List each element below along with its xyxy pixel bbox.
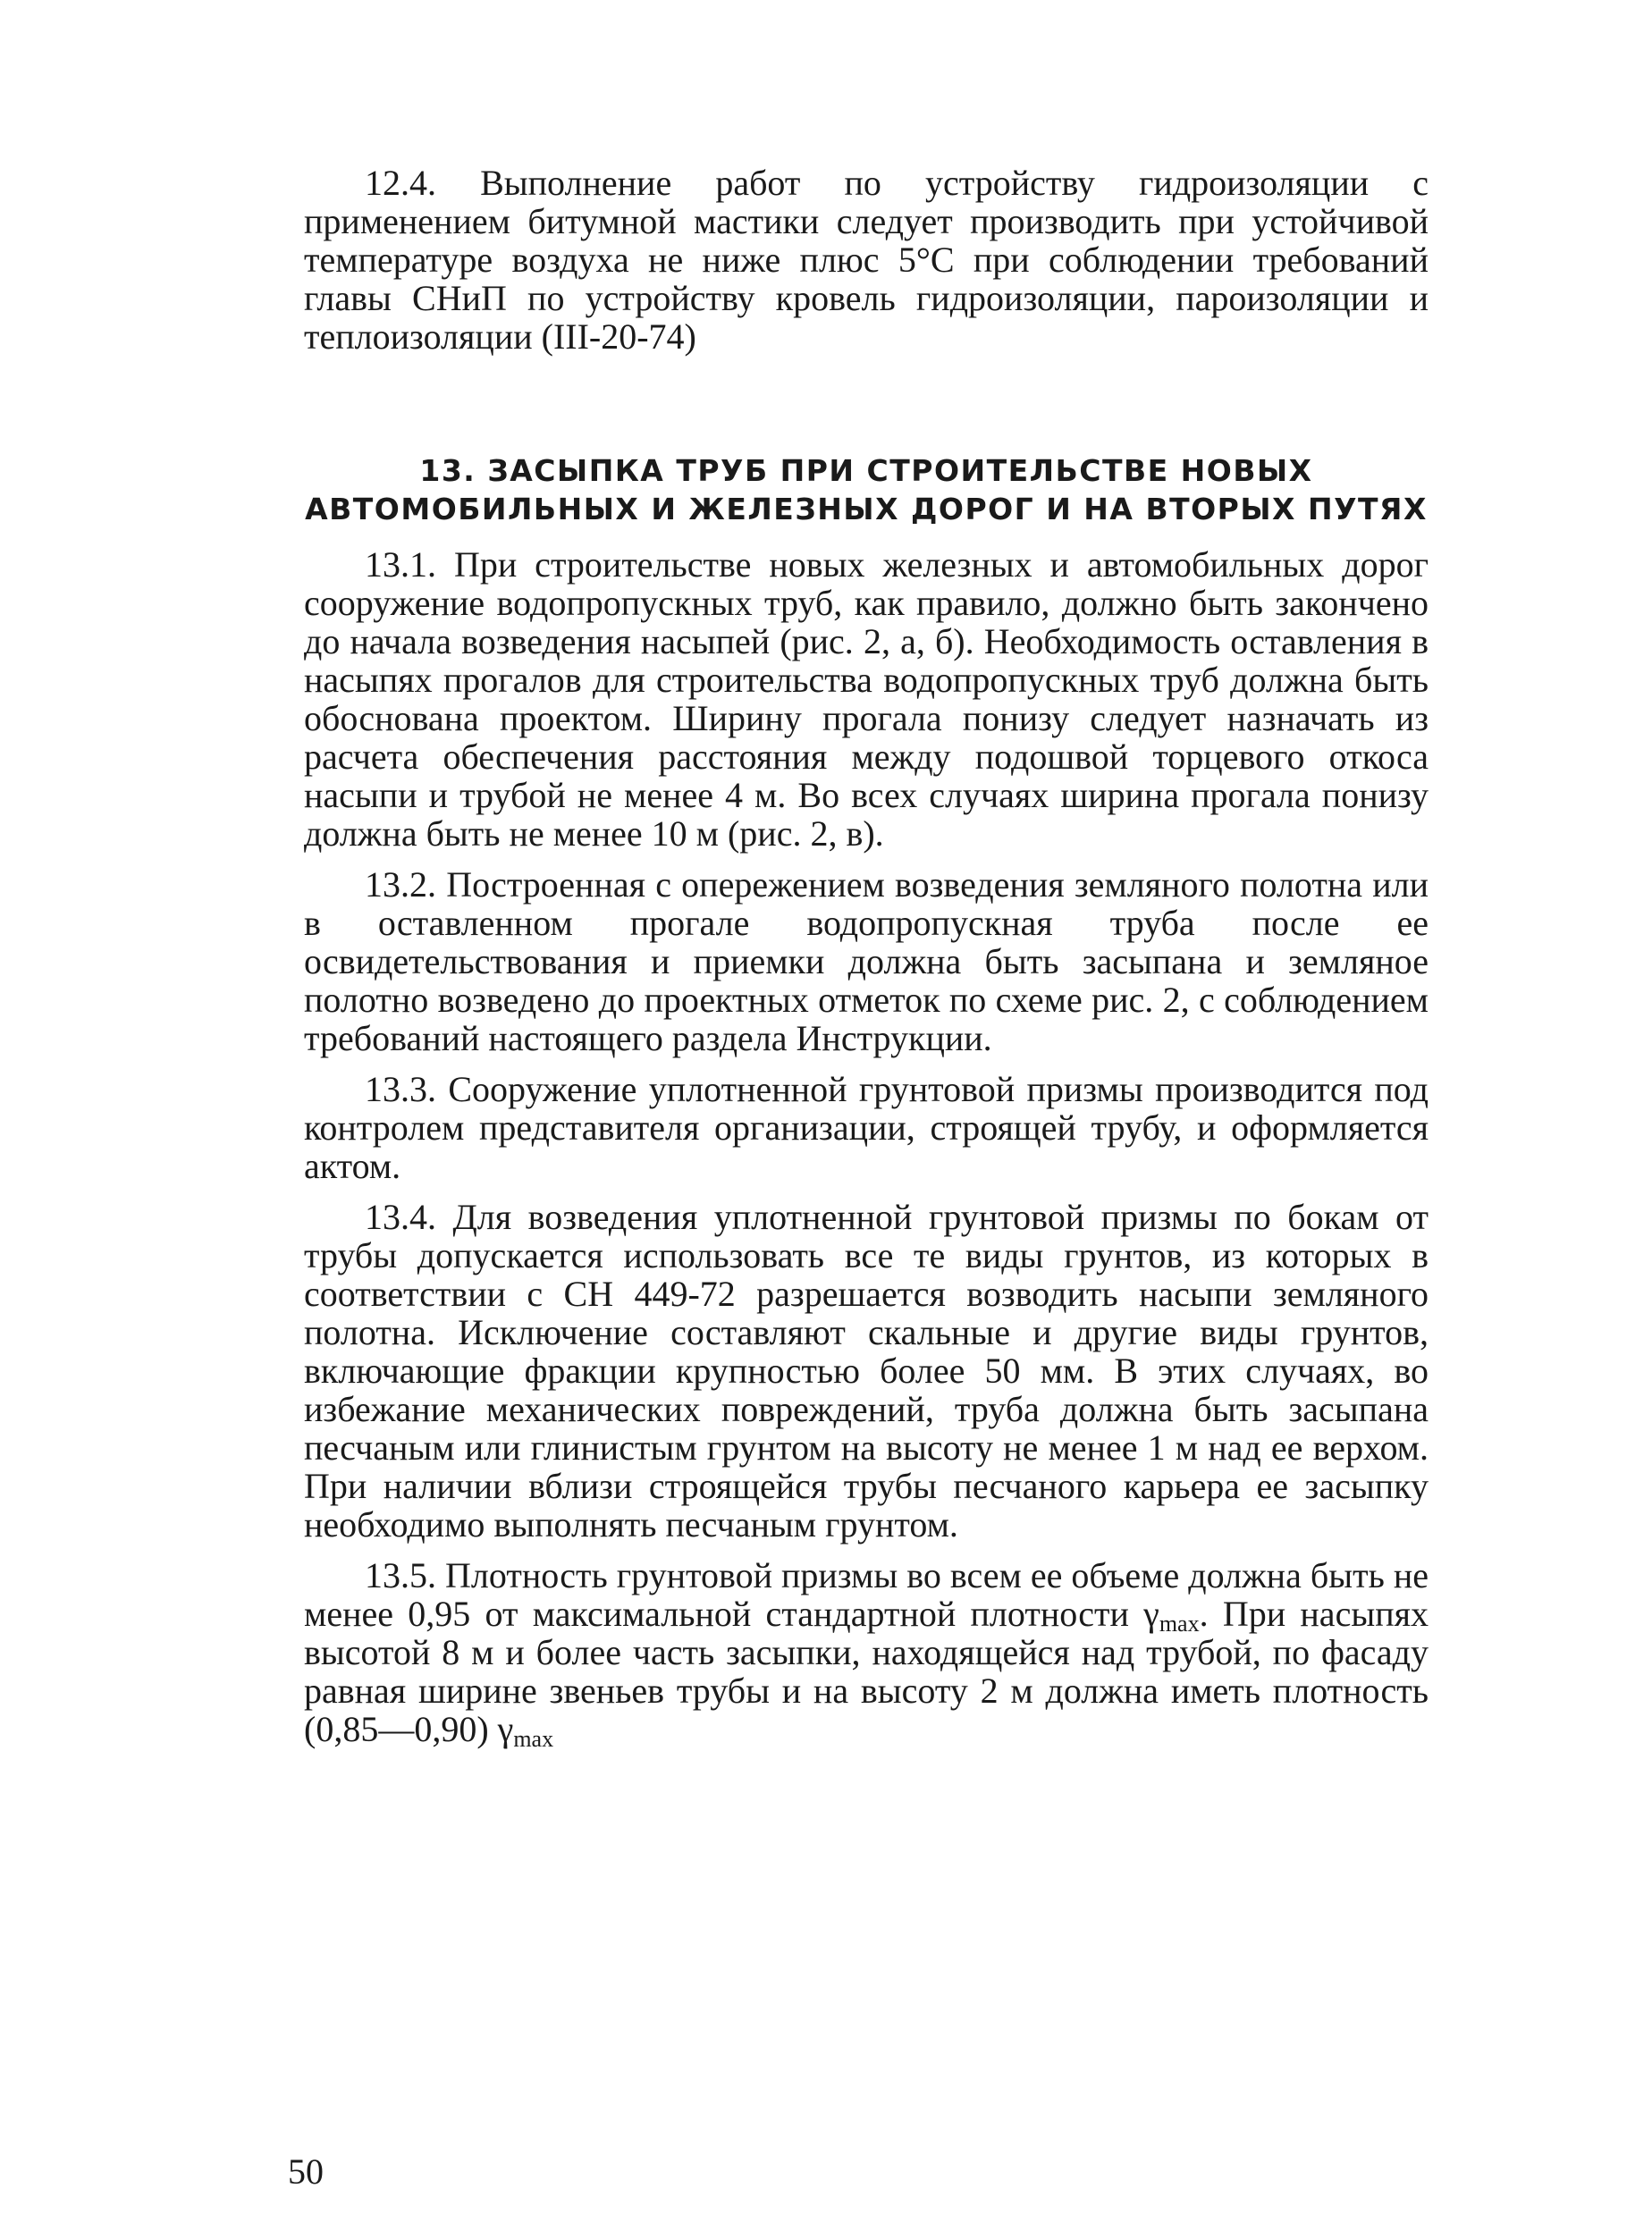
section-heading-line-2: АВТОМОБИЛЬНЫХ И ЖЕЛЕЗНЫХ ДОРОГ И НА ВТОРЫХ ПУТЯХ (305, 492, 1428, 526)
section-13-body (304, 544, 1429, 1752)
section-heading-line-1: 13. ЗАСЫПКА ТРУБ ПРИ СТРОИТЕЛЬСТВЕ НОВЫХ (419, 453, 1313, 488)
paragraph-13-5-part-1: 13.5. Плотность грунтовой призмы во всем ее объеме должна быть не менее 0,95 от максимальной стандартной плотности γ (304, 1555, 1429, 1634)
paragraph-13-2: 13.2. Построенная с опережением возведения земляного полотна или в оставленном прогале водопропускная труба после ее освидетельствования и приемки должна быть засыпана и земляное полотно возведено до проектных отметок по схеме рис. 2, с соблюдением требований настоящего раздела Инструкции. (304, 864, 1429, 1058)
paragraph-13-1: 13.1. При строительстве новых железных и автомобильных дорог сооружение водопропускных труб, как правило, должно быть закончено до начала возведения насыпей (рис. 2, а, б). Необходимость оставления в насыпях прогалов для строительства водопропускных труб должна быть обоснована проектом. Ширину прогала понизу следует назначать из расчета обеспечения расстояния между подошвой торцевого откоса насыпи и трубой не менее 4 м. Во всех случаях ширина прогала понизу должна быть не менее 10 м (рис. 2, в). (304, 544, 1429, 854)
paragraph-12-4: 12.4. Выполнение работ по устройству гидроизоляции с применением битумной мастики следует производить при устойчивой температуре воздуха не ниже плюс 5°С при соблюдении требований главы СНиП по устройству кровель гидроизоляции, пароизоляции и теплоизоляции (III-20-74) (304, 163, 1429, 357)
paragraph-13-4: 13.4. Для возведения уплотненной грунтовой призмы по бокам от трубы допускается использовать все те виды грунтов, из которых в соответствии с СН 449-72 разрешается возводить насыпи земляного полотна. Исключение составляют скальные и другие виды грунтов, включающие фракции крупностью более 50 мм. В этих случаях, во избежание механических повреждений, труба должна быть засыпана песчаным или глинистым грунтом на высоту не менее 1 м над ее верхом. При наличии вблизи строящейся трубы песчаного карьера ее засыпку необходимо выполнять песчаным грунтом. (304, 1197, 1429, 1545)
page-number: 50 (288, 2151, 324, 2192)
paragraph-13-3: 13.3. Сооружение уплотненной грунтовой призмы производится под контролем представителя организации, строящей трубу, и оформляется актом. (304, 1069, 1429, 1186)
paragraph-12-4-block (304, 164, 1429, 356)
section-heading (304, 451, 1429, 528)
gamma-max-subscript-1: max (1159, 1611, 1200, 1637)
gamma-max-subscript-2: max (513, 1726, 554, 1752)
paragraph-13-5-part-2: . При насыпях высотой 8 м и более часть засыпки, находящейся над трубой, по фасаду равная ширине звеньев трубы и на высоту 2 м должна иметь плотность (0,85—0,90) γ (304, 1594, 1429, 1749)
paragraph-13-5 (304, 1555, 1429, 1752)
